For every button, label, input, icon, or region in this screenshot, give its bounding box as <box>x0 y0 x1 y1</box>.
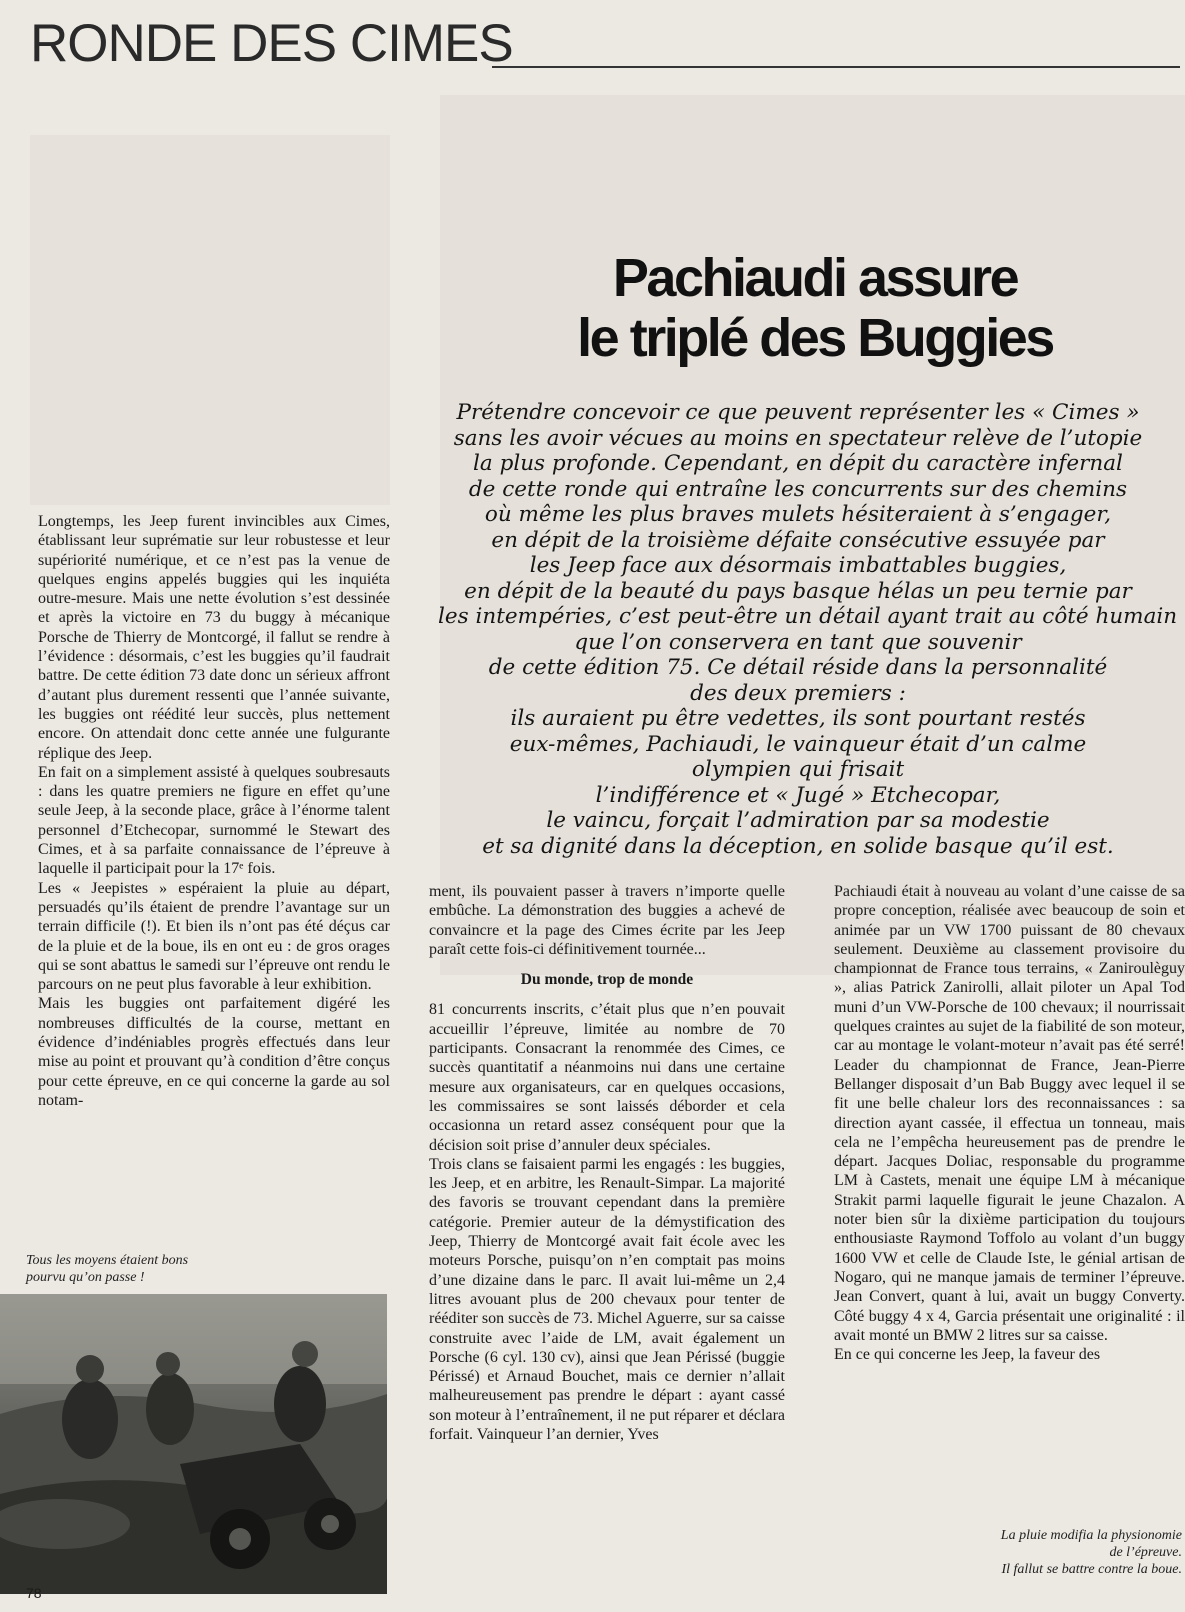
photo-caption <box>26 1252 246 1286</box>
caption-line: La pluie modifia la physionomie <box>1000 1528 1182 1543</box>
body-paragraph: Trois clans se faisaient parmi les engagés : les buggies, les Jeep, et en arbitre, les Renault-Simpar. La majorité des favoris se trouvant cependant dans la première catégorie. Premier auteur de la démystification des Jeep, Thierry de Montcorgé avait fait école avec les moteurs Porsche, puisqu’on n’en comptait pas moins d’une dizaine dans le parc. Il avait lui-même un 2,4 litres avouant plus de 200 chevaux pour tenter de rééditer son succès de 73. Michel Aguerre, sur sa caisse construite avec l’aide de LM, avait également un Porsche (6 cyl. 130 cv), ainsi que Jean Périssé (buggie Périssé) et Arnaud Bouchet, mais ce dernier n’allait malheureusement pas prendre le départ : ayant cassé son moteur à l’entraînement, il ne put réparer et déclara forfait. Vainqueur l’an dernier, Yves <box>429 1155 785 1444</box>
headline-line: Pachiaudi assure <box>612 248 1018 308</box>
header-rule <box>492 66 1180 68</box>
intro-line: ils auraient pu être vedettes, ils sont pourtant restés <box>510 706 1086 731</box>
intro-line: où même les plus braves mulets hésiteraient à s’engager, <box>484 502 1112 527</box>
caption-line: pourvu qu’on passe ! <box>26 1270 145 1285</box>
caption-line: de l’épreuve. <box>1109 1545 1182 1560</box>
intro-line: sans les avoir vécues au moins en spectateur relève de l’utopie <box>453 425 1143 451</box>
body-paragraph: En ce qui concerne les Jeep, la faveur des <box>834 1346 1101 1364</box>
headline-line: le triplé des Buggies <box>577 308 1053 368</box>
intro-line: les Jeep face aux désormais imbattables buggies, <box>529 553 1067 578</box>
section-subhead: Du monde, trop de monde <box>520 971 694 989</box>
section-title: RONDE DES CIMES <box>30 14 513 73</box>
body-column-2 <box>429 882 785 1444</box>
body-paragraph: ment, ils pouvaient passer à travers n’importe quelle embûche. La démonstration des buggies a achevé de convaincre et la page des Cimes écrite par les Jeep paraît cette fois-ci définitivement tournée... <box>429 883 785 958</box>
article-intro <box>438 400 1178 859</box>
body-paragraph: Longtemps, les Jeep furent invincibles aux Cimes, établissant leur suprématie sur leur robustesse et leur supériorité numérique, et ce n’est pas la venue de quelques engins appelés buggies qui les inquiéta outre-mesure. Mais une nette évolution s’est dessinée et après la victoire en 73 du buggy à mécanique Porsche de Thierry de Montcorgé, il fallut se rendre à l’évidence : désormais, c’est les buggies qu’il faudrait battre. De cette édition 73 date donc un sérieux affront d’autant plus durement ressenti que l’année suivante, les buggies ont réédité leur succès, plus nettement encore. On attendait donc cette année une fulgurante réplique des Jeep. <box>38 513 390 762</box>
page-number: 78 <box>26 1585 42 1601</box>
page-header <box>30 14 1180 74</box>
caption-line: Il fallut se battre contre la boue. <box>1001 1562 1182 1577</box>
intro-line: les intempéries, c’est peut-être un détail ayant trait au côté humain <box>438 604 1178 629</box>
intro-line: en dépit de la troisième défaite consécutive essuyée par <box>491 527 1105 553</box>
photo-caption-right <box>930 1527 1182 1578</box>
body-paragraph: Les « Jeepistes » espéraient la pluie au départ, persuadés qu’ils étaient de prendre l’avantage sur un terrain difficile (!). Et bien ils n’ont pas été déçus car de la pluie et de la boue, ils en ont eu : de gros orages qui se sont abattus le samedi sur l’épreuve ont rendu le parcours on ne peut plus favorable à leur exhibition. <box>38 879 390 994</box>
show-through-background-left <box>30 135 390 505</box>
intro-line: le vaincu, forçait l’admiration par sa modestie <box>546 808 1050 833</box>
intro-line: olympien qui frisait <box>691 757 905 782</box>
intro-line: l’indifférence et « Jugé » Etchecopar, <box>595 782 1001 808</box>
intro-line: de cette édition 75. Ce détail réside dans la personnalité <box>488 655 1108 680</box>
body-paragraph: Pachiaudi était à nouveau au volant d’une caisse de sa propre conception, réalisée avec beaucoup de soin et animée par un VW 1700 puissant de 80 chevaux seulement. Deuxième au classement provisoire du championnat de France tous terrains, « Zaniroulèguy », alias Patrick Zanirolli, allait piloter un Apal Tod muni d’un VW-Porsche de 100 chevaux; il nourrissait quelques craintes au sujet de la fiabilité de son moteur, car au montage le volant-moteur n’avait pas été serré! Leader du championnat de France, Jean-Pierre Bellanger disposait d’un Bab Buggy avec lequel il se fit une belle chaleur lors des reconnaissances : sa direction ayant cassée, il effectua un tonneau, mais cela ne l’empêcha heureusement pas de prendre le départ. Jacques Doliac, responsable du programme LM à Castets, menait une équipe LM à mécanique Strakit parmi laquelle figurait le jeune Chazalon. A noter bien sûr la dixième participation du toujours enthousiaste Raymond Toffolo au volant d’un buggy 1600 VW et celle de Claude Iste, le génial artisan de Nogaro, qui ne manque jamais de terminer l’épreuve. Jean Convert, quant à lui, avait un buggy Converty. Côté buggy 4 x 4, Garcia présentait une originalité : il avait monté un BMW 2 litres sur sa caisse. <box>834 883 1185 1344</box>
caption-line: Tous les moyens étaient bons <box>26 1253 189 1268</box>
intro-line: la plus profonde. Cependant, en dépit du caractère infernal <box>473 451 1123 476</box>
body-column-3 <box>834 882 1185 1364</box>
body-paragraph: En fait on a simplement assisté à quelques soubresauts : dans les quatre premiers ne figure en effet qu’une seule Jeep, à la seconde place, grâce à l’énorme talent personnel d’Etchecopar, surnommé le Stewart des Cimes, et à sa parfaite connaissance de l’épreuve à laquelle il participait pour la 17ᵉ fois. <box>38 763 390 878</box>
photo-illustration <box>0 1294 387 1594</box>
intro-line: de cette ronde qui entraîne les concurrents sur des chemins <box>468 476 1128 502</box>
intro-line: Prétendre concevoir ce que peuvent représenter les « Cimes » <box>456 400 1140 425</box>
body-column-1 <box>38 512 390 1110</box>
article-headline <box>470 248 1160 368</box>
intro-line: et sa dignité dans la déception, en solide basque qu’il est. <box>482 833 1114 859</box>
intro-line: en dépit de la beauté du pays basque hélas un peu ternie par <box>464 578 1132 604</box>
body-paragraph: Mais les buggies ont parfaitement digéré les nombreuses difficultés de la course, mettant en évidence d’indéniables progrès effectués dans leur mise au point et prouvant qu’à condition d’être conçus pour cette épreuve, en ce qui concerne la garde au sol notam- <box>38 995 390 1109</box>
intro-line: des deux premiers : <box>690 680 906 706</box>
body-paragraph: 81 concurrents inscrits, c’était plus que n’en pouvait accueillir l’épreuve, limitée au nombre de 70 participants. Consacrant la renommée des Cimes, ce succès quantitatif a néanmoins nui dans une certaine mesure aux organisateurs, car en quelques occasions, les commissaires se sont laissés déborder et cela occasionna un retard assez conséquent pour que la décision soit prise d’annuler deux spéciales. <box>429 1001 785 1154</box>
intro-line: que l’on conservera en tant que souvenir <box>574 629 1022 655</box>
intro-line: eux-mêmes, Pachiaudi, le vainqueur était d’un calme <box>509 731 1087 757</box>
mud-buggy-photo <box>0 1294 387 1594</box>
